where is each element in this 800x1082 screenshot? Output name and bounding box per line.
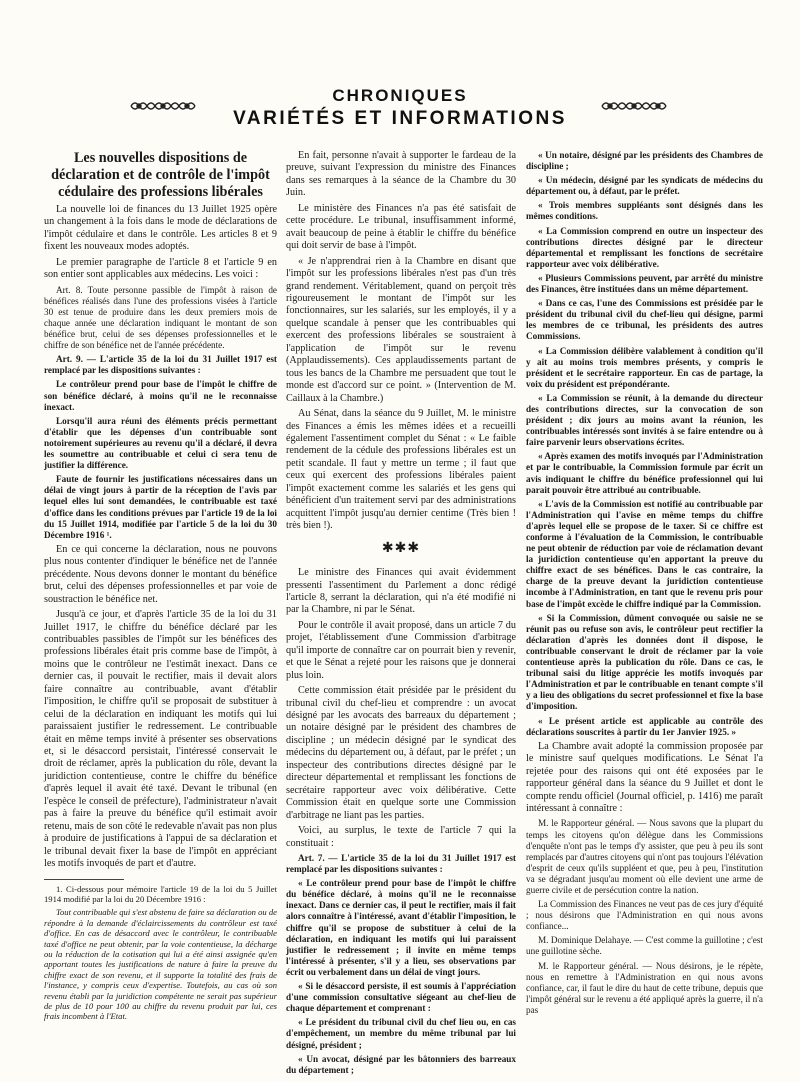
law-text: « L'avis de la Commission est notifié au contribuable par l'Administration qui l'avise en même temps du chiffre d'après lequel elle se propose de le taxer. Si ce chiffre est conforme à l'évaluation de la Commission, le contribuable ne peut obtenir de réduction par voie de réclamation devant la juridiction contentieuse qu'en apportant la preuve du chiffre exact de ses bénéfices. Dans le cas contraire, la charge de la preuve devant la juridiction contentieuse incombe à l'Administration, en tant que le revenu pris pour base de l'impôt excède le chiffre indiqué par la Commission. <box>526 498 763 609</box>
footnote-rule <box>44 879 124 880</box>
law-text: Le contrôleur prend pour base de l'impôt le chiffre de son bénéfice déclaré, à moins qu'il ne le reconnaisse inexact. <box>44 379 277 412</box>
paragraph: Au Sénat, dans la séance du 9 Juillet, M. le ministre des Finances a émis les mêmes idées et a recueilli également l'assentiment complet du Sénat : « Le faible rendement de la cédule des professions libérales est un petit scandale. Il faut y mettre un terme ; il faut que ceux qui exercent des professions libérales paient l'impôt exactement comme les salariés et les gens qui bénéficient d'un traitement servi par des administrations acquittent l'impôt jusqu'au dernier centime (Très bien ! très bien !). <box>286 408 516 532</box>
column-2 <box>286 150 516 1075</box>
law-text: Art. 7. — L'article 35 de la loi du 31 Juillet 1917 est remplacé par les dispositions suivantes : <box>286 853 516 875</box>
column-1 <box>44 150 277 1065</box>
law-text: « La Commission délibère valablement à condition qu'il y ait au moins trois membres présents, y compris le président et le secrétaire rapporteur. En cas de partage, la voix du président est prépondérante. <box>526 345 763 389</box>
column-3 <box>526 150 763 1065</box>
footnote: 1. Ci-dessous pour mémoire l'article 19 de la loi du 5 Juillet 1914 modifié par la loi du 20 Décembre 1916 : <box>44 883 277 904</box>
paragraph: Le premier paragraphe de l'article 8 et l'article 9 en son entier sont applicables aux médecins. Les voici : <box>44 256 277 281</box>
section-separator: ✱✱✱ <box>381 540 421 556</box>
law-text: « Plusieurs Commissions peuvent, par arrêté du ministre des Finances, être instituées dans un même département. <box>526 272 763 295</box>
paragraph: « Je n'apprendrai rien à la Chambre en disant que l'impôt sur les professions libérales n'est pas d'un très grand rendement. Véritablement, quand on perçoit très rigoureusement le montant de l'impôt sur les fonctionnaires, sur les salariés, sur les employés, il y a quelque scandale à penser que les contribuables qui exercent des professions libérales se soustraient à l'application de l'impôt sur le revenu (Applaudissements). Ces applaudissements partant de tous les bancs de la Chambre me persuadent que tout le monde est d'accord sur ce point. » (Intervention de M. Caillaux à la Chambre.) <box>286 255 516 404</box>
paragraph: Cette commission était présidée par le président du tribunal civil du chef-lieu et comprendre : un avocat désigné par les avocats des barreaux du département ; un notaire désigné par le président des chambres de discipline ; un médecin désigné par le syndicat des médecins du département ou, à défaut, par le préfet ; un inspecteur des contributions directes désigné par le directeur départemental et remplissant les fonctions de secrétaire rapporteur avec voix délibérative. Cette Commission était en quelque sorte une Commission d'arbitrage ne liant pas les parties. <box>286 685 516 821</box>
law-text: « Le président du tribunal civil du chef lieu ou, en cas d'empêchement, un membre du même tribunal par lui désigné, président ; <box>286 1017 516 1050</box>
header-line-2: VARIÉTÉS ET INFORMATIONS <box>233 108 567 129</box>
quote-text: M. le Rapporteur général. — Nous savons que la plupart du temps les citoyens qu'on délègue dans les Commissions d'enquête n'ont pas le temps d'y assister, que peu à peu ils sont remplacés par d'autres citoyens qui n'ont pas toujours l'élévation d'esprit de ceux qu'ils suppléent et que, peu à peu, l'institution va se dégradant jusqu'au moment où elle devient une arme de guerre civile et de persécution contre la nation. <box>526 818 763 895</box>
article-title: Les nouvelles dispositions de déclaration et de contrôle de l'impôt cédulaire des professions libérales <box>51 150 270 200</box>
law-text: « La Commission comprend en outre un inspecteur des contributions directes désigné par le directeur départemental et remplissant les fonctions de secrétaire rapporteur avec voix délibérative. <box>526 225 763 269</box>
law-text: « Un notaire, désigné par les présidents des Chambres de discipline ; <box>526 150 763 172</box>
law-text: « Le présent article est applicable au contrôle des déclarations souscrites à partir du 1er Janvier 1925. » <box>526 715 763 737</box>
quote-text: M. Dominique Delahaye. — C'est comme la guillotine ; c'est une guillotine sèche. <box>526 935 763 957</box>
paragraph: Jusqu'à ce jour, et d'après l'article 35 de la loi du 31 Juillet 1917, le chiffre du bénéfice déclaré par les contribuables passibles de l'impôt sur les bénéfices des professions libérales était pris comme base de l'impôt, à moins que le contrôleur ne l'estimât inexact. Dans ce dernier cas, il pouvait le rectifier, mais il devait alors faire connaître au contribuable, avant d'établir l'imposition, le chiffre qu'il se proposait de substituer à celui de la déclaration en indiquant les motifs qui lui paraissaient justifier le redressement. Le contribuable était en même temps invité à présenter ses observations et, si le désaccord persistait, l'intéressé conservait le droit de réclamer, après la publication du rôle, devant la juridiction contentieuse, contre le chiffre du bénéfice d'après lequel il avait été taxé. Devant le tribunal (en l'espèce le conseil de préfecture), l'administrateur n'avait pas à faire la preuve du bénéfice qu'il estimait avoir retenu, mais de son côté le redevable n'avait pas non plus à produire de justifications à l'appui de sa déclaration et le tribunal devait fixer la base de l'impôt en appréciant les motifs invoqués de part et d'autre. <box>44 609 277 870</box>
footnote-text: Tout contribuable qui s'est abstenu de faire sa déclaration ou de répondre à la demande d'éclaircissements du contrôleur est taxé d'office. En cas de désaccord avec le contrôleur, le contribuable taxé d'office ne peut obtenir, par la voie contentieuse, la décharge ou la réduction de la cotisation qui lui a été ainsi assignée qu'en apportant toutes les justifications de nature à faire la preuve du chiffre exact de son revenu, et il supporte la totalité des frais de l'instance, y compris ceux d'expertise. Toutefois, au cas où son revenu établi par la juridiction compétente ne serait pas supérieur de plus de 10 pour 100 au chiffre du revenu produit par lui, ces frais incombent à l'Etat. <box>44 907 277 1022</box>
quote-text: La Commission des Finances ne veut pas de ces jury d'équité ; nous désirons que l'Administration en qui nous avons confiance... <box>526 899 763 932</box>
paragraph: En fait, personne n'avait à supporter le fardeau de la preuve, suivant l'expression du ministre des Finances dans ses remarques à la séance de la Chambre du 30 Juin. <box>286 150 516 199</box>
section-header <box>0 86 800 136</box>
law-text: Art. 8. Toute personne passible de l'impôt à raison de bénéfices réalisés dans l'une des professions visées à l'article 30 est tenue de produire dans les deux premiers mois de chaque année une déclaration indiquant le montant de son bénéfice brut, celui de ses dépenses professionnelles et le chiffre de son bénéfice net de l'année précédente. <box>44 284 277 351</box>
law-text: Faute de fournir les justifications nécessaires dans un délai de vingt jours à partir de la réception de l'avis par lequel elles lui sont demandées, le contribuable est taxé d'office dans les conditions prévues par l'article 19 de la loi du 15 Juillet 1914, modifiée par l'article 5 de la loi du 30 Décembre 1916 ¹. <box>44 474 277 540</box>
law-text: « Après examen des motifs invoqués par l'Administration et par le contribuable, la Commission formule par écrit un avis indiquant le chiffre du bénéfice professionnel qui lui parait pouvoir être attribué au contribuable. <box>526 451 763 495</box>
law-text: « Dans ce cas, l'une des Commissions est présidée par le président du tribunal civil du chef-lieu qui désigne, parmi les membres de ce tribunal, les présidents des autres Commissions. <box>526 298 763 342</box>
quote-text: M. le Rapporteur général. — Nous désirons, je le répète, nous en remettre à l'Administration en qui nous avons confiance, car, il faut le dire du haut de cette tribune, depuis que l'impôt général sur le revenu a été appliqué après la guerre, il n'a pas <box>526 960 763 1015</box>
paragraph: La nouvelle loi de finances du 13 Juillet 1925 opère un changement à la fois dans le mode de déclarations de l'impôt cédulaire et dans le contrôle. Les articles 8 et 9 fixent les nouveaux modes adoptés. <box>44 204 277 253</box>
paragraph: Le ministère des Finances n'a pas été satisfait de cette procédure. Le tribunal, insuffisamment informé, avait beaucoup de peine à établir le chiffre du bénéfice qui doit servir de base à l'impôt. <box>286 202 516 252</box>
paragraph: Pour le contrôle il avait proposé, dans un article 7 du projet, l'établissement d'une Commission d'arbitrage qu'il importe de connaître car on pourrait bien y revenir, et que le Sénat a rejeté pour les raisons que je donnerai plus loin. <box>286 619 516 681</box>
law-text: « Trois membres suppléants sont désignés dans les mêmes conditions. <box>526 200 763 222</box>
ornament-icon <box>600 98 670 114</box>
law-text: « Si la Commission, dûment convoquée ou saisie ne se réunit pas ou refuse son avis, le contrôleur peut rectifier la déclaration d'après les données dont il dispose, le contribuable conservant le droit de réclamer par la voie contentieuse après la publication du rôle. Dans ce cas, le tribunal saisi du litige apprécie les motifs invoqués par l'Administration et par le contribuable en tenant compte s'il y a lieu des obligations du secret professionnel et fixe la base d'imposition. <box>526 612 763 712</box>
paragraph: Le ministre des Finances qui avait évidemment pressenti l'assentiment du Parlement a donc rédigé l'article 8, serrant la déclaration, qui n'a été modifié ni par la Chambre, ni par le Sénat. <box>286 567 516 616</box>
law-text: « Si le désaccord persiste, il est soumis à l'appréciation d'une commission consultative siégeant au chef-lieu de chaque département et comprenant : <box>286 981 516 1014</box>
header-line-1: CHRONIQUES <box>332 86 468 105</box>
law-text: « Un avocat, désigné par les bâtonniers des barreaux du département ; <box>286 1053 516 1075</box>
law-text: Art. 9. — L'article 35 de la loi du 31 Juillet 1917 est remplacé par les dispositions suivantes : <box>44 354 277 376</box>
law-text: « Le contrôleur prend pour base de l'impôt le chiffre du bénéfice déclaré, à moins qu'il ne le reconnaisse inexact. Dans ce dernier cas, il peut le rectifier, mais il fait alors connaître à l'intéressé, avant d'établir l'imposition, le chiffre qu'il se propose de substituer à celui de la déclaration, en indiquant les motifs qui lui paraissent justifier le redressement ; il invite en même temps l'intéressé à présenter, s'il y a lieu, ses observations par écrit ou verbalement dans un délai de vingt jours. <box>286 878 516 977</box>
paragraph: En ce qui concerne la déclaration, nous ne pouvons plus nous contenter d'indiquer le bénéfice net de l'année précédente. Nous devons donner le montant du bénéfice brut, celui des dépenses professionnelles et par voie de soustraction le bénéfice net. <box>44 543 277 605</box>
law-text: « La Commission se réunit, à la demande du directeur des contributions directes, sur la convocation de son président ; dix jours au moins avant la réunion, les contribuables intéressés sont invités à se faire entendre ou à faire parvenir leurs observations écrites. <box>526 392 763 448</box>
paragraph: La Chambre avait adopté la commission proposée par le ministre sauf quelques modifications. Le Sénat l'a rejetée pour des raisons qui ont été exposées par le rapporteur général dans la séance du 9 Juillet et dont le compte rendu officiel (Journal officiel, p. 1416) me paraît intéressant à connaître : <box>526 740 763 814</box>
law-text: « Un médecin, désigné par les syndicats de médecins du département ou, à défaut, par le préfet. <box>526 175 763 197</box>
law-text: Lorsqu'il aura réuni des éléments précis permettant d'établir que les dépenses d'un contribuable sont notoirement supérieures au revenu qu'il a déclaré, il devra les soumettre au contribuable et celui ci sera tenu de justifier la différence. <box>44 415 277 471</box>
paragraph: Voici, au surplus, le texte de l'article 7 qui la constituait : <box>286 825 516 849</box>
